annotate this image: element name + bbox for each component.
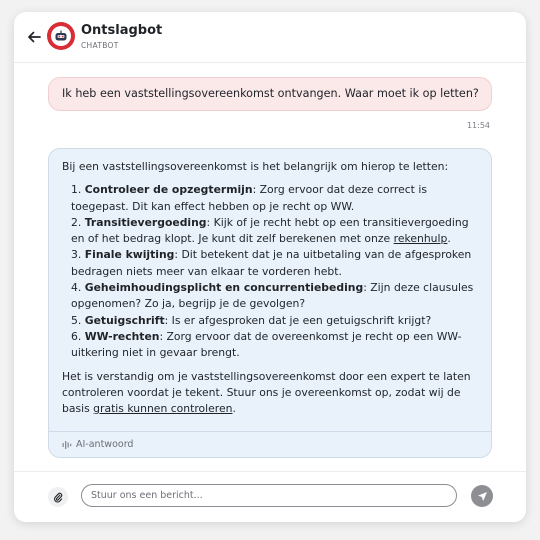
bot-closing: Het is verstandig om je vaststellingsovereenkomst door een expert te laten controleren voordat je tekent. Stuur ons je overeenkomst op, zodat wij de basis gratis kunnen controleren. (62, 369, 471, 416)
chat-title: Ontslagbot (81, 23, 163, 38)
list-item: 6. WW-rechten: Zorg ervoor dat de overeenkomst je recht op een WW-uitkering niet in gevaar brengt. (71, 329, 462, 360)
bot-intro: Bij een vaststellingsovereenkomst is het belangrijk om hierop te letten: (62, 160, 449, 173)
chat-header (14, 12, 526, 63)
arrow-left-icon (27, 30, 41, 44)
sound-wave-icon (62, 440, 72, 450)
avatar (47, 22, 75, 50)
list-item: 1. Controleer de opzegtermijn: Zorg ervoor dat deze correct is toegepast. Dit kan effect hebben op je recht op WW. (71, 183, 427, 213)
chat-subtitle: CHATBOT (81, 41, 119, 50)
chat-window (14, 12, 526, 522)
message-input[interactable] (81, 484, 457, 507)
back-button[interactable] (24, 27, 44, 47)
send-button[interactable] (471, 485, 493, 507)
message-composer (14, 471, 526, 522)
list-item: 2. Transitievergoeding: Kijk of je recht hebt op een transitievergoeding en of het bedrag klopt. Je kunt dit zelf berekenen met onze rekenhulp. (71, 215, 469, 246)
send-icon (477, 491, 488, 502)
paperclip-icon (53, 492, 63, 503)
list-item: 5. Getuigschrift: Is er afgesproken dat je een getuigschrift krijgt? (71, 313, 432, 327)
user-message: Ik heb een vaststellingsovereenkomst ontvangen. Waar moet ik op letten? (48, 77, 492, 111)
list-item: 4. Geheimhoudingsplicht en concurrentiebeding: Zijn deze clausules opgenomen? Zo ja, begrijp je de gevolgen? (71, 281, 474, 311)
bot-message (48, 148, 492, 458)
rekenhulp-link[interactable]: rekenhulp (393, 232, 448, 246)
list-item: 3. Finale kwijting: Dit betekent dat je na uitbetaling van de afgesproken bedragen niets meer van elkaar te vorderen hebt. (71, 248, 472, 278)
message-timestamp: 11:54 (466, 121, 490, 130)
attach-button[interactable] (48, 487, 68, 507)
gratis-controleren-link[interactable]: gratis kunnen controleren (93, 402, 233, 416)
robot-icon (54, 30, 68, 42)
tips-list (62, 182, 479, 361)
ai-answer-label: AI-antwoord (49, 431, 491, 457)
